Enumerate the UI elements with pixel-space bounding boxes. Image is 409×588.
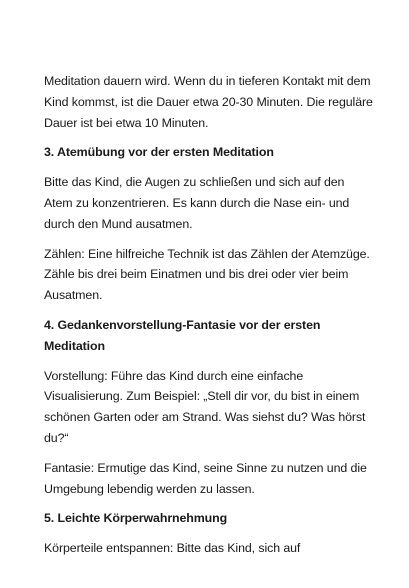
paragraph-fantasy: Fantasie: Ermutige das Kind, seine Sinne zu nutzen und die Umgebung lebendig werden zu lassen. <box>44 460 367 496</box>
paragraph-body-relaxation: Körperteile entspannen: Bitte das Kind, sich auf <box>44 541 301 556</box>
paragraph-breathing-instruction: Bitte das Kind, die Augen zu schließen und sich auf den Atem zu konzentrieren. Es kann durch die Nase ein- und durch den Mund ausatmen. <box>44 175 350 231</box>
heading-breathing-exercise: 3. Atemübung vor der ersten Meditation <box>44 145 274 160</box>
heading-visualization-fantasy: 4. Gedankenvorstellung-Fantasie vor der ersten Meditation <box>44 317 321 353</box>
paragraph-meditation-duration: Meditation dauern wird. Wenn du in tieferen Kontakt mit dem Kind kommst, ist die Dauer etwa 20-30 Minuten. Die reguläre Dauer ist bei etwa 10 Minuten. <box>44 74 373 130</box>
heading-body-awareness: 5. Leichte Körperwahrnehmung <box>44 511 228 526</box>
paragraph-visualization: Vorstellung: Führe das Kind durch eine einfache Visualisierung. Zum Beispiel: „Stell dir vor, du bist in einem schönen Garten oder am Strand. Was siehst du? Was hörst du?“ <box>44 368 366 445</box>
paragraph-counting-technique: Zählen: Eine hilfreiche Technik ist das Zählen der Atemzüge. Zähle bis drei beim Einatmen und bis drei oder vier beim Ausatmen. <box>44 246 370 303</box>
document-page <box>44 71 374 568</box>
